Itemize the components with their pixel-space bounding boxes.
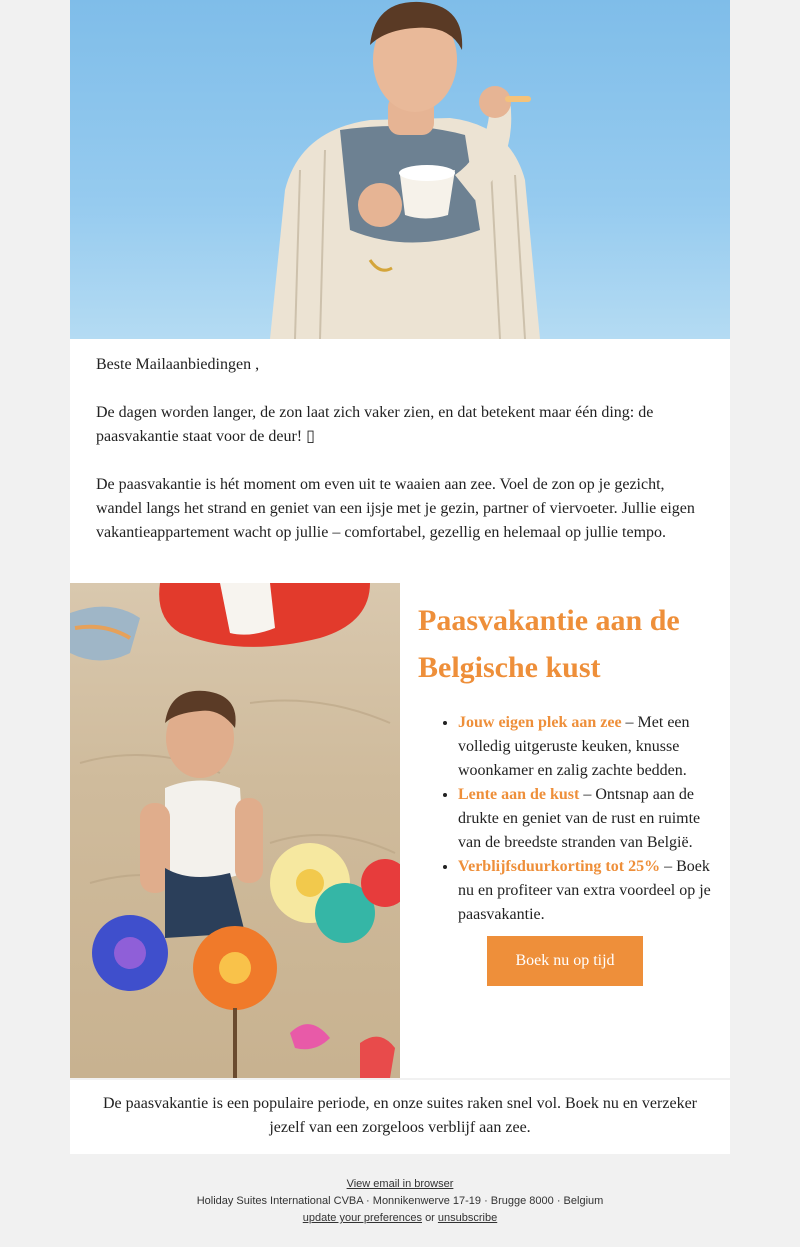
intro-paragraph-2: De paasvakantie is hét moment om even uit te waaien aan zee. Voel de zon op je gezicht, wandel langs het strand en geniet van een ijsje met je gezin, partner of viervoeter. Jullie eigen vakantieappartement wacht op jullie – comfortabel, gezellig en helemaal op jullie tempo. bbox=[96, 476, 695, 541]
book-now-button[interactable]: Boek nu op tijd bbox=[487, 936, 643, 986]
feature-highlight: Lente aan de kust bbox=[458, 786, 580, 803]
intro-paragraph-1: De dagen worden langer, de zon laat zich vaker zien, en dat betekent maar één ding: de paasvakantie staat voor de deur! ▯ bbox=[96, 404, 654, 445]
outro-text: De paasvakantie is een populaire periode, en onze suites raken snel vol. Boek nu en verzeker jezelf van een zorgeloos verblijf aan zee. bbox=[70, 1080, 730, 1154]
feature-text: – Boek nu en profiteer van extra voordeel op je paasvakantie. bbox=[458, 858, 711, 923]
email-card bbox=[70, 0, 730, 1136]
beach-illustration bbox=[70, 583, 400, 1078]
greeting: Beste Mailaanbiedingen , bbox=[96, 356, 260, 373]
feature-text: – Ontsnap aan de drukte en geniet van de rust en ruimte van de breedste stranden van België. bbox=[458, 786, 701, 851]
beach-photo-child-in-sand bbox=[70, 583, 400, 1078]
footer-or: or bbox=[425, 1212, 435, 1224]
intro-text bbox=[70, 339, 730, 545]
feature-list bbox=[418, 711, 718, 927]
pinwheel-orange bbox=[193, 926, 277, 1010]
cta-container bbox=[487, 936, 643, 986]
email-footer bbox=[0, 1176, 800, 1227]
feature-highlight: Jouw eigen plek aan zee bbox=[458, 714, 622, 731]
view-in-browser-link[interactable]: View email in browser bbox=[346, 1178, 454, 1190]
feature-section bbox=[70, 583, 730, 1078]
feature-item bbox=[458, 783, 718, 855]
hero-image-boy-eating-ice-cream bbox=[70, 0, 730, 339]
feature-highlight: Verblijfsduurkorting tot 25% bbox=[458, 858, 661, 875]
unsubscribe-link[interactable]: unsubscribe bbox=[437, 1212, 498, 1224]
pinwheel-blue bbox=[92, 915, 168, 991]
section-heading: Paasvakantie aan de Belgische kust bbox=[418, 604, 680, 684]
feature-item bbox=[458, 855, 718, 927]
update-preferences-link[interactable]: update your preferences bbox=[302, 1212, 422, 1224]
feature-item bbox=[458, 711, 718, 783]
company-address: Holiday Suites International CVBA · Monnikenwerve 17-19 · Brugge 8000 · Belgium bbox=[196, 1195, 604, 1207]
feature-text: – Met een volledig uitgeruste keuken, knusse woonkamer en zalig zachte bedden. bbox=[458, 714, 690, 779]
feature-content bbox=[418, 597, 718, 927]
hero-illustration bbox=[70, 0, 730, 339]
